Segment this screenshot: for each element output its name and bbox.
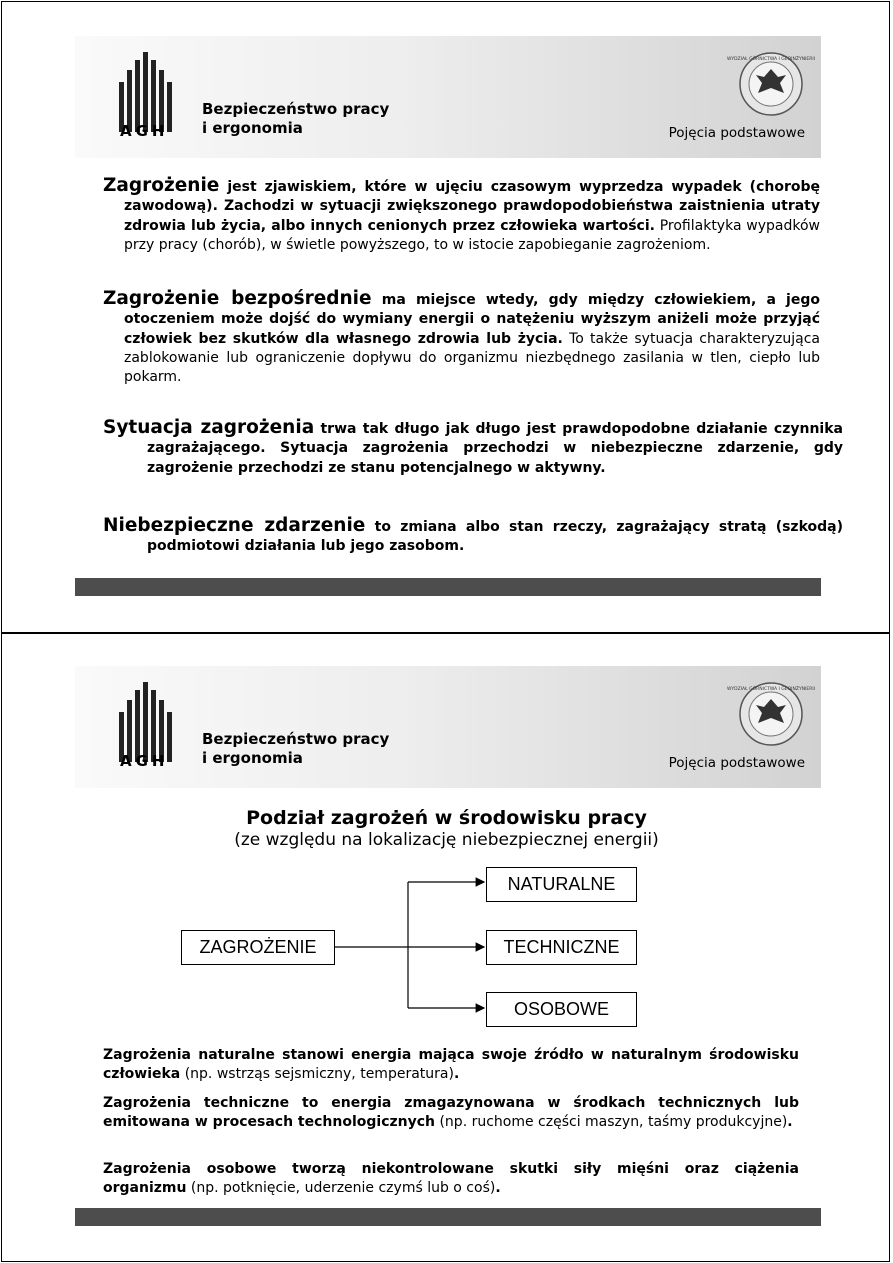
definition-zagrozenie-bezposrednie: Zagrożenie bezpośrednie ma miejsce wtedy, gdy między człowiekiem, a jego otoczeniem może dojść do wymiany energii o natężeniu wyższym aniżeli może przyjąć człowiek bez skutków dla własnego zdrowia lub życia. To także sytuacja charakteryzująca zablokowanie lub ograniczenie dopływu do organizmu niezbędnego zasilania w tlen, ciepło lub pokarm. [103, 288, 820, 386]
slide-title: Podział zagrożeń w środowisku pracy [246, 807, 647, 829]
diagram-box-osobowe: OSOBOWE [486, 992, 637, 1027]
slide-footer-bar [75, 578, 821, 596]
definition-niebezpieczne-zdarzenie: Niebezpieczne zdarzenie to zmiana albo stan rzeczy, zagrażający stratą (szkodą) podmiotowi działania lub jego zasobom. [103, 515, 843, 555]
definition-sytuacja-zagrozenia: Sytuacja zagrożenia trwa tak długo jak długo jest prawdopodobne działanie czynnika zagrażającego. Sytuacja zagrożenia przechodzi w niebezpieczne zdarzenie, gdy zagrożenie przechodzi ze stanu potencjalnego w aktywny. [103, 417, 843, 476]
diagram-box-techniczne: TECHNICZNE [486, 930, 637, 965]
slide-footer-bar [75, 1208, 821, 1226]
slide-subtitle: (ze względu na lokalizację niebezpiecznej energii) [234, 830, 659, 850]
definition-zagrozenie: Zagrożenie jest zjawiskiem, które w ujęciu czasowym wyprzedza wypadek (chorobę zawodową). Zachodzi w sytuacji zwiększonego prawdopodobieństwa zaistnienia utraty zdrowia lub życia, albo innych cenionych przez człowieka wartości. Profilaktyka wypadków przy pracy (chorób), w świetle powyższego, to w istocie zapobieganie zagrożeniom. [103, 175, 820, 253]
diagram-box-naturalne: NATURALNE [486, 867, 637, 902]
diagram-root-box: ZAGROŻENIE [181, 930, 335, 965]
slide-header-banner [75, 36, 821, 158]
slide-page-1 [1, 1, 890, 633]
agh-logo-text: AGH [120, 122, 169, 140]
course-title: Bezpieczeństwo pracy i ergonomia [202, 730, 390, 767]
description-naturalne: Zagrożenia naturalne stanowi energia mająca swoje źródło w naturalnym środowisku człowieka (np. wstrząs sejsmiczny, temperatura). [103, 1047, 799, 1082]
description-techniczne: Zagrożenia techniczne to energia zmagazynowana w środkach technicznych lub emitowana w procesach technologicznych (np. ruchome części maszyn, taśmy produkcyjne). [103, 1095, 799, 1130]
description-osobowe: Zagrożenia osobowe tworzą niekontrolowane skutki siły mięśni oraz ciążenia organizmu (np. potknięcie, uderzenie czymś lub o coś). [103, 1161, 799, 1196]
course-title: Bezpieczeństwo pracy i ergonomia [202, 100, 390, 137]
section-label: Pojęcia podstawowe [668, 755, 805, 771]
section-label: Pojęcia podstawowe [668, 125, 805, 141]
seal-text: WYDZIAŁ GÓRNICTWA I GEOINŻYNIERII [726, 687, 816, 692]
faculty-seal-icon [726, 51, 816, 117]
slide-page-2 [1, 633, 890, 1262]
seal-text: WYDZIAŁ GÓRNICTWA I GEOINŻYNIERII [726, 57, 816, 62]
agh-logo-text: AGH [120, 752, 169, 770]
